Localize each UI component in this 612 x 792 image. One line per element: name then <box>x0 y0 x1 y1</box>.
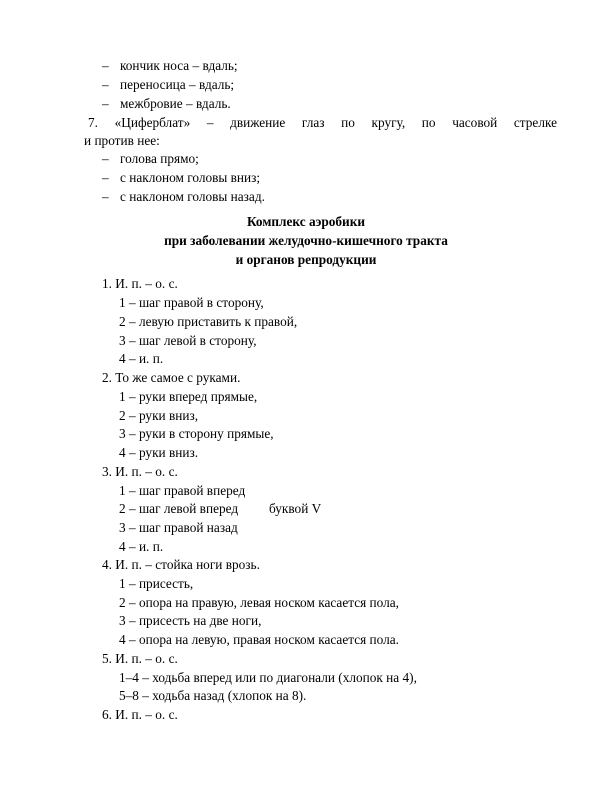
list-dash: – <box>102 96 109 111</box>
exercise-step: 2 – шаг левой вперед <box>119 501 239 516</box>
list-item-text: голова прямо; <box>120 151 199 166</box>
exercise-step: 4 – и. п. <box>119 351 164 366</box>
exercise-step: 2 – опора на правую, левая носком касается пола, <box>119 595 399 610</box>
exercise-step: 3 – руки в сторону прямые, <box>119 426 274 441</box>
exercise-step: 4 – руки вниз. <box>119 445 199 460</box>
section-heading-line-1: Комплекс аэробики <box>246 214 366 229</box>
list-item-text: с наклоном головы вниз; <box>120 170 261 185</box>
exercise-step: 2 – левую приставить к правой, <box>119 314 298 329</box>
list-dash: – <box>102 170 109 185</box>
exercise-step: 4 – опора на левую, правая носком касается пола. <box>119 632 399 647</box>
exercise-step: 1–4 – ходьба вперед или по диагонали (хлопок на 4), <box>119 670 417 685</box>
exercise-step: 3 – присесть на две ноги, <box>119 613 262 628</box>
list-item-text: переносица – вдаль; <box>120 77 235 92</box>
list-item-text: межбровие – вдаль. <box>120 96 231 111</box>
section-heading-line-3: и органов репродукции <box>235 252 377 267</box>
list-dash: – <box>102 151 109 166</box>
section-heading-line-2: при заболевании желудочно-кишечного тракта <box>164 233 448 248</box>
exercise-title: 2. То же самое с руками. <box>102 370 241 385</box>
exercise-step: 3 – шаг правой назад <box>119 520 238 535</box>
exercise-step: 1 – руки вперед прямые, <box>119 389 258 404</box>
list-dash: – <box>102 77 109 92</box>
exercise-title: 4. И. п. – стойка ноги врозь. <box>102 557 260 572</box>
exercise-step: 1 – шаг правой в сторону, <box>119 295 264 310</box>
exercise-step: 3 – шаг левой в сторону, <box>119 333 257 348</box>
exercise-step: 1 – шаг правой вперед <box>119 483 246 498</box>
item-7-line-2: и против нее: <box>84 133 160 148</box>
exercise-step: 2 – руки вниз, <box>119 408 199 423</box>
exercise-title: 6. И. п. – о. с. <box>102 707 178 722</box>
exercise-step: 1 – присесть, <box>119 576 194 591</box>
exercise-title: 5. И. п. – о. с. <box>102 651 178 666</box>
list-dash: – <box>102 189 109 204</box>
list-item-text: с наклоном головы назад. <box>120 189 265 204</box>
exercise-note: буквой V <box>269 501 322 516</box>
exercise-title: 3. И. п. – о. с. <box>102 464 178 479</box>
list-item-text: кончик носа – вдаль; <box>120 58 238 73</box>
exercise-step: 4 – и. п. <box>119 539 164 554</box>
list-dash: – <box>102 58 109 73</box>
exercise-step: 5–8 – ходьба назад (хлопок на 8). <box>119 688 307 703</box>
exercise-title: 1. И. п. – о. с. <box>102 276 178 291</box>
item-7-line-1: 7. «Циферблат» – движение глаз по кругу, по часовой стрелке <box>88 115 557 130</box>
